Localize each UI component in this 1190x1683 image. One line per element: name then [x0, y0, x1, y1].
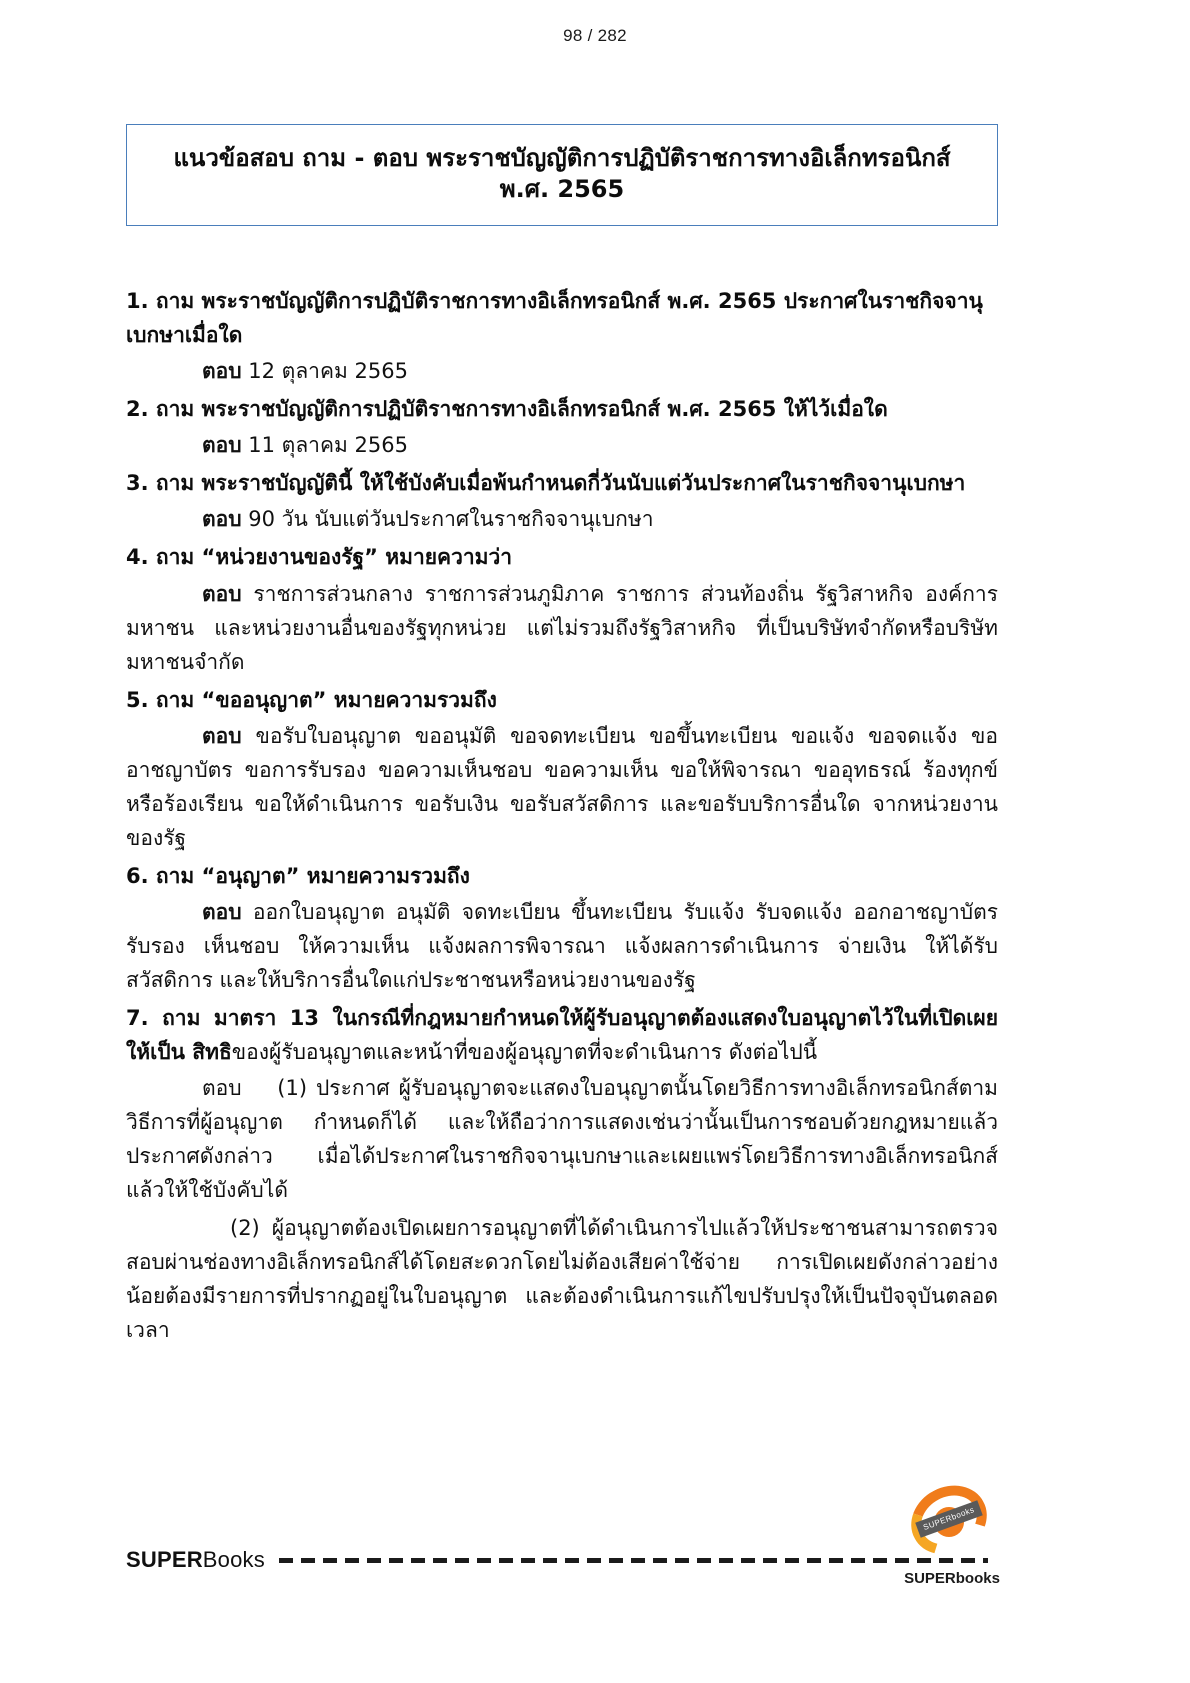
question-7-part2: ของผู้รับอนุญาตและหน้าที่ของผู้อนุญาตที่จะดำเนินการ ดังต่อไปนี้ [231, 1039, 818, 1064]
footer-rule-row [126, 1547, 998, 1573]
question-3: 3. ถาม พระราชบัญญัตินี้ ให้ใช้บังคับเมื่อพ้นกำหนดกี่วันนับแต่วันประกาศในราชกิจจานุเบกษา [126, 471, 966, 496]
answer-text-1: 12 ตุลาคม 2565 [248, 359, 408, 384]
qa-item-7 [126, 1001, 998, 1347]
answer-3 [126, 502, 998, 536]
answer-lead-4: ตอบ [202, 581, 242, 606]
qa-item-1 [126, 284, 998, 388]
answer-7-item-2 [126, 1211, 998, 1347]
answer-5 [126, 719, 998, 855]
answer-text-3: 90 วัน นับแต่วันประกาศในราชกิจจานุเบกษา [248, 507, 654, 532]
superbooks-logo [898, 1485, 1006, 1589]
answer-text-4: ราชการส่วนกลาง ราชการส่วนภูมิภาค ราชการ ส่วนท้องถิ่น รัฐวิสาหกิจ องค์การมหาชน และหน่วยงานอื่นของรัฐทุกหน่วย แต่ไม่รวมถึงรัฐวิสาหกิจ ที่เป็นบริษัทจำกัดหรือบริษัทมหาชนจำกัด [126, 581, 998, 674]
page-footer [126, 1485, 998, 1595]
answer-7-text-1: (1) ประกาศ ผู้รับอนุญาตจะแสดงใบอนุญาตนั้นโดยวิธีการทางอิเล็กทรอนิกส์ตามวิธีการที่ผู้อนุญาต กำหนดก็ได้ และให้ถือว่าการแสดงเช่นว่านั้นเป็นการชอบด้วยกฎหมายแล้ว ประกาศดังกล่าว เมื่อได้ประกาศในราชกิจจานุเบกษาและเผยแพร่โดยวิธีการทางอิเล็กทรอนิกส์แล้วให้ใช้บังคับได้ [126, 1075, 999, 1202]
qa-item-3 [126, 466, 998, 536]
qa-item-2 [126, 392, 998, 462]
answer-lead-5: ตอบ [202, 723, 242, 748]
logo-wordmark-super: SUPER [904, 1570, 956, 1587]
logo-wordmark [898, 1570, 1006, 1587]
answer-text-6: ออกใบอนุญาต อนุมัติ จดทะเบียน ขึ้นทะเบียน รับแจ้ง รับจดแจ้ง ออกอาชญาบัตร รับรอง เห็นชอบ ให้ความเห็น แจ้งผลการพิจารณา แจ้งผลการดำเนินการ จ่ายเงิน ให้ได้รับสวัสดิการ และให้บริการอื่นใดแก่ประชาชนหรือหน่วยงานของรัฐ [126, 899, 998, 992]
footer-brand-books: Books [202, 1547, 265, 1572]
document-title-box [126, 124, 998, 226]
answer-lead-6: ตอบ [202, 899, 242, 924]
question-7-part1: 7. ถาม มาตรา 13 ในกรณีที่กฎหมายกำหนดให้ผู้รับอนุญาตต้องแสดงใบอนุญาตไว้ในที่เปิดเผย ให้เป็น [126, 1005, 998, 1064]
question-4: 4. ถาม “หน่วยงานของรัฐ” หมายความว่า [126, 545, 513, 570]
answer-1 [126, 354, 998, 388]
qa-item-6 [126, 859, 998, 997]
document-content [126, 124, 998, 1351]
question-7 [126, 1001, 998, 1069]
footer-brand [126, 1547, 265, 1573]
question-6: 6. ถาม “อนุญาต” หมายความรวมถึง [126, 863, 470, 888]
ribbon-icon: SUPERbooks [915, 1500, 982, 1538]
footer-dashed-divider [279, 1558, 988, 1563]
answer-2 [126, 428, 998, 462]
footer-brand-super: SUPER [126, 1547, 203, 1572]
question-7-emphasis: สิทธิ [192, 1039, 232, 1064]
answer-7-item-1 [126, 1071, 998, 1207]
answer-lead-3: ตอบ [202, 507, 242, 532]
qa-item-4 [126, 540, 998, 678]
answer-text-2: 11 ตุลาคม 2565 [248, 433, 408, 458]
answer-6 [126, 895, 998, 997]
question-1: 1. ถาม พระราชบัญญัติการปฏิบัติราชการทางอิเล็กทรอนิกส์ พ.ศ. 2565 ประกาศในราชกิจจานุเบกษาเมื่อใด [126, 289, 983, 348]
page-indicator: 98 / 282 [563, 26, 627, 45]
logo-icon [910, 1485, 990, 1557]
logo-wordmark-books: books [955, 1570, 1000, 1587]
answer-text-5: ขอรับใบอนุญาต ขออนุมัติ ขอจดทะเบียน ขอขึ้นทะเบียน ขอแจ้ง ขอจดแจ้ง ขออาชญาบัตร ขอการรับรอง ขอความเห็นชอบ ขอความเห็น ขอให้พิจารณา ขออุทธรณ์ ร้องทุกข์ หรือร้องเรียน ขอให้ดำเนินการ ขอรับเงิน ขอรับสวัสดิการ และขอรับบริการอื่นใด จากหน่วยงานของรัฐ [126, 723, 998, 850]
answer-4 [126, 577, 998, 679]
page-title: แนวข้อสอบ ถาม - ตอบ พระราชบัญญัติการปฏิบัติราชการทางอิเล็กทรอนิกส์ พ.ศ. 2565 [173, 144, 951, 204]
question-5: 5. ถาม “ขออนุญาต” หมายความรวมถึง [126, 687, 497, 712]
answer-lead-1: ตอบ [202, 359, 242, 384]
qa-item-5 [126, 683, 998, 855]
answer-lead-7: ตอบ [202, 1075, 242, 1100]
answer-7-text-2: (2) ผู้อนุญาตต้องเปิดเผยการอนุญาตที่ได้ดำเนินการไปแล้วให้ประชาชนสามารถตรวจสอบผ่านช่องทางอิเล็กทรอนิกส์ได้โดยสะดวกโดยไม่ต้องเสียค่าใช้จ่าย การเปิดเผยดังกล่าวอย่างน้อยต้องมีรายการที่ปรากฏอยู่ในใบอนุญาต และต้องดำเนินการแก้ไขปรับปรุงให้เป็นปัจจุบันตลอดเวลา [126, 1215, 998, 1342]
document-page [0, 72, 1190, 1683]
answer-lead-2: ตอบ [202, 433, 242, 458]
question-2: 2. ถาม พระราชบัญญัติการปฏิบัติราชการทางอิเล็กทรอนิกส์ พ.ศ. 2565 ให้ไว้เมื่อใด [126, 397, 888, 422]
